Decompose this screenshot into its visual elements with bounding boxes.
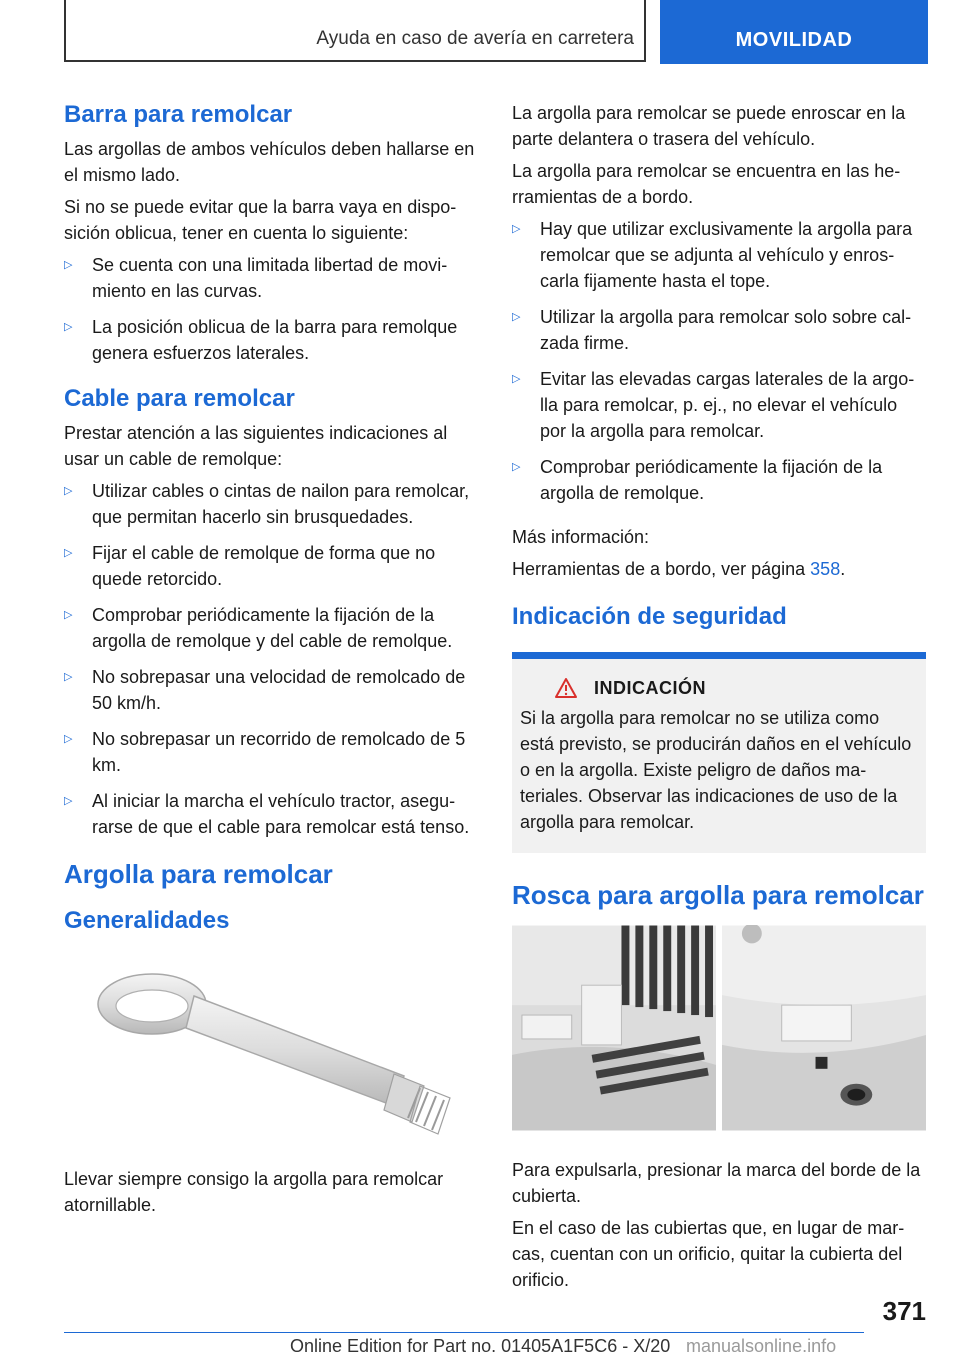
barra-paragraph-1: Las argollas de ambos vehículos deben hallarse en el mismo lado.	[64, 139, 475, 185]
right-paragraph-1: La argolla para remolcar se puede enroscar en la parte delantera o trasera del vehículo.	[512, 103, 906, 149]
heading-barra: Barra para remolcar	[64, 101, 293, 128]
barra-list	[64, 252, 478, 366]
triangle-bullet-icon: ▷	[512, 373, 521, 385]
triangle-bullet-icon: ▷	[64, 321, 73, 333]
triangle-bullet-icon: ▷	[64, 485, 73, 497]
reference-line: Herramientas de a bordo, ver página 358.	[512, 559, 846, 579]
page-number: 371	[882, 1296, 926, 1326]
right-column	[512, 100, 926, 1299]
heading-generalidades: Generalidades	[64, 907, 230, 934]
header-section-box	[64, 0, 646, 62]
tow-hook-image	[94, 966, 454, 1156]
list-item: ▷ Al iniciar la marcha el vehículo tractor, asegurarse de que el cable para remolcar está tenso.	[64, 791, 470, 837]
triangle-bullet-icon: ▷	[64, 795, 73, 807]
list-item: ▷ No sobrepasar una velocidad de remolcado de 50 km/h.	[64, 667, 466, 713]
warning-triangle-icon	[554, 677, 578, 699]
list-item: ▷ Utilizar cables o cintas de nailon para remolcar, que permitan hacerlo sin brusquedades.	[64, 481, 470, 527]
triangle-bullet-icon: ▷	[64, 259, 73, 271]
list-item: ▷ Fijar el cable de remolque de forma que no quede retorcido.	[64, 543, 436, 589]
warning-top-bar	[512, 652, 926, 659]
mas-info-label: Más información:	[512, 527, 650, 547]
list-item: ▷ La posición oblicua de la barra para remolque genera esfuerzos laterales.	[64, 317, 458, 363]
list-item: ▷ Utilizar la argolla para remolcar solo sobre calzada firme.	[512, 307, 912, 353]
heading-argolla: Argolla para remolcar	[64, 859, 333, 889]
header-section-title: Ayuda en caso de avería en carretera	[316, 28, 634, 49]
cable-list	[64, 478, 478, 840]
heading-rosca: Rosca para argolla para remolcar	[512, 880, 924, 910]
rosca-paragraph-1: Para expulsarla, presionar la marca del borde de la cubierta.	[512, 1160, 921, 1206]
warning-header	[554, 677, 918, 699]
heading-cable: Cable para remolcar	[64, 385, 295, 412]
rear-bumper-image	[722, 925, 926, 1131]
cable-paragraph-1: Prestar atención a las siguientes indicaciones al usar un cable de remolque:	[64, 423, 448, 469]
list-item: ▷ Evitar las elevadas cargas laterales de la argolla para remolcar, p. ej., no elevar el vehículo por la argolla para remolcar.	[512, 369, 915, 441]
footer-edition: Online Edition for Part no. 01405A1F5C6 - X/20	[290, 1336, 671, 1356]
triangle-bullet-icon: ▷	[64, 733, 73, 745]
front-bumper-image	[512, 925, 716, 1131]
list-item: ▷ Comprobar periódicamente la fijación de la argolla de remolque.	[512, 457, 883, 503]
triangle-bullet-icon: ▷	[512, 223, 521, 235]
page-reference-link[interactable]: 358	[810, 559, 841, 579]
list-item: ▷ Comprobar periódicamente la fijación de la argolla de remolque y del cable de remolque.	[64, 605, 453, 651]
triangle-bullet-icon: ▷	[64, 609, 73, 621]
triangle-bullet-icon: ▷	[512, 311, 521, 323]
list-item: ▷ Se cuenta con una limitada libertad de movimiento en las curvas.	[64, 255, 448, 301]
triangle-bullet-icon: ▷	[64, 671, 73, 683]
left-column	[64, 100, 478, 1224]
footer-rule	[64, 1332, 864, 1333]
heading-seguridad: Indicación de seguridad	[512, 603, 787, 630]
list-item: ▷ Hay que utilizar exclusivamente la argolla para remolcar que se adjunta al vehículo y enroscarla fijamente hasta el tope.	[512, 219, 913, 291]
argolla-paragraph-1: Llevar siempre consigo la argolla para remolcar atornillable.	[64, 1169, 444, 1215]
header-chapter-tab: MOVILIDAD	[660, 0, 928, 64]
page-header	[64, 0, 928, 64]
warning-title: INDICACIÓN	[594, 677, 706, 698]
warning-box	[512, 659, 926, 853]
barra-paragraph-2: Si no se puede evitar que la barra vaya en disposición oblicua, tener en cuenta lo siguiente:	[64, 197, 457, 243]
right-paragraph-2: La argolla para remolcar se encuentra en las herramientas de a bordo.	[512, 161, 901, 207]
right-list	[512, 216, 926, 506]
triangle-bullet-icon: ▷	[64, 547, 73, 559]
warning-text: Si la argolla para remolcar no se utiliza como está previsto, se producirán daños en el vehículo o en la argolla. Existe peligro de daños materiales. Observar las indicaciones de uso de la argolla para remolcar.	[520, 708, 912, 832]
list-item: ▷ No sobrepasar un recorrido de remolcado de 5 km.	[64, 729, 466, 775]
footer-watermark: manualsonline.info	[686, 1336, 837, 1356]
rosca-paragraph-2: En el caso de las cubiertas que, en lugar de marcas, cuentan con un orificio, quitar la cubierta del orificio.	[512, 1218, 905, 1290]
bumper-photos	[512, 925, 926, 1131]
triangle-bullet-icon: ▷	[512, 461, 521, 473]
